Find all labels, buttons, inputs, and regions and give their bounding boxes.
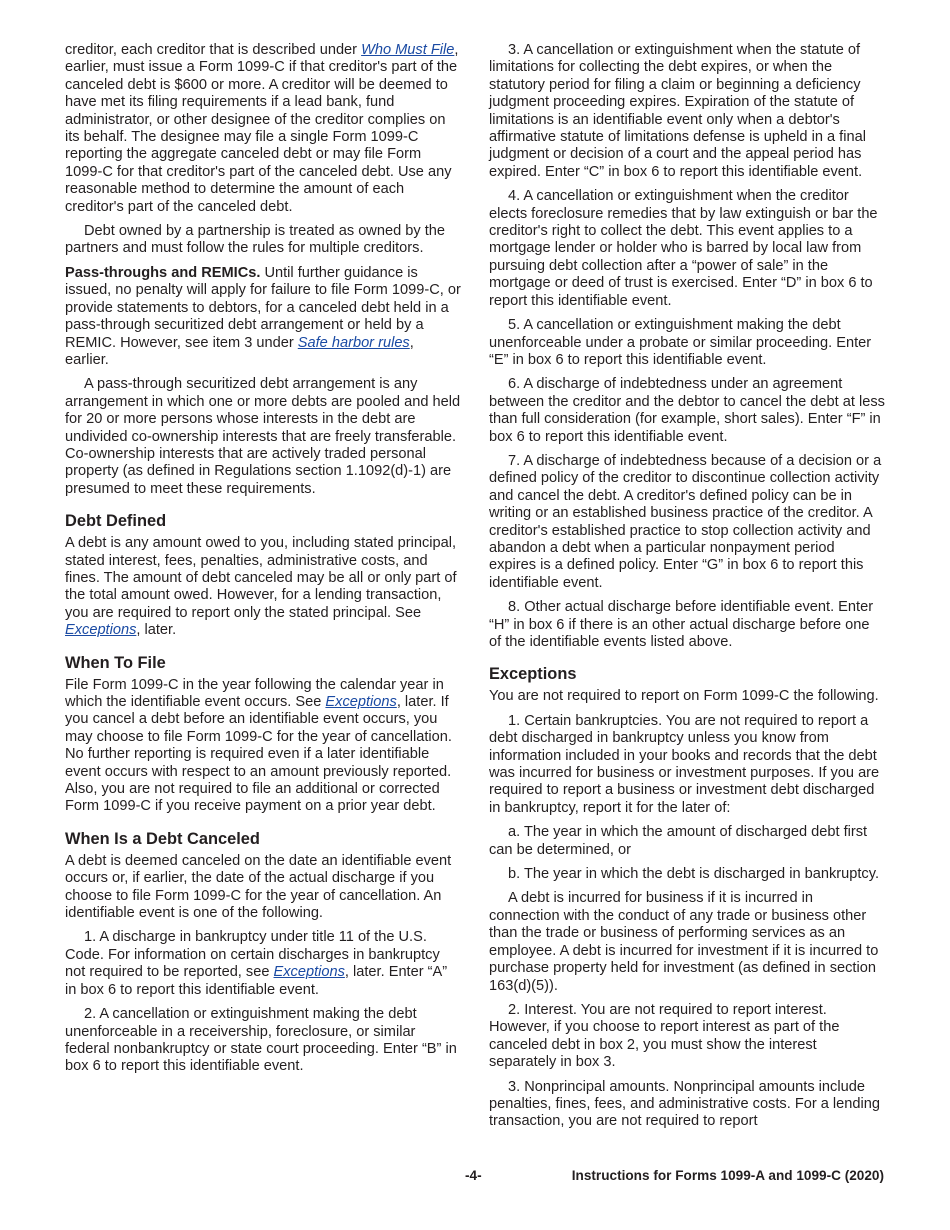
paragraph: A debt is any amount owed to you, including stated principal, stated interest, fees, penalties, administrative costs, and fines. The amount of debt canceled may be all or only part of the total amount owed. However, for a lending transaction, you are required to report only the stated principal. See Exceptions, later. xyxy=(65,535,457,639)
heading-when-is-debt-canceled: When Is a Debt Canceled xyxy=(65,829,260,848)
paragraph: Debt owned by a partnership is treated as owned by the partners and must follow the rules for multiple creditors. xyxy=(65,223,446,257)
list-item: 8. Other actual discharge before identifiable event. Enter “H” in box 6 if there is an other actual discharge before one of the identifiable events listed above. xyxy=(489,599,874,650)
footer-title: Instructions for Forms 1099-A and 1099-C (2020) xyxy=(571,1168,884,1183)
list-item: 2. Interest. You are not required to report interest. However, if you choose to report interest as part of the canceled debt in box 2, you must show the interest separately in box 3. xyxy=(489,1001,840,1071)
list-item: 1. Certain bankruptcies. You are not required to report a debt discharged in bankruptcy unless you know from information included in your books and records that the debt was incurred for business or investment purposes. If you are required to report a business or investment debt discharged in bankruptcy, report it for the later of: xyxy=(489,712,880,816)
link-exceptions[interactable]: Exceptions xyxy=(325,694,397,710)
paragraph: A debt is incurred for business if it is incurred in connection with the conduct of any trade or business other than the trade or business of performing services as an employee. A debt is incurred for investment if it is incurred to purchase property held for investment (as defined in section 163(d)(5)). xyxy=(489,890,879,994)
paragraph: A pass-through securitized debt arrangement is any arrangement in which one or more debts are pooled and held for 20 or more persons whose interests in the debt are undivided co-ownership interests that are freely transferable. Co-ownership interests that are actively traded personal property (as defined in Regulations section 1.1092(d)-1) are presumed to meet these requirements. xyxy=(65,376,461,497)
paragraph: Pass-throughs and REMICs. Until further guidance is issued, no penalty will apply for failure to file Form 1099-C, or provide statements to debtors, for a canceled debt held in a pass-through securitized debt arrangement or held by a REMIC. However, see item 3 under Safe harbor rules, earlier. xyxy=(65,264,461,368)
link-safe-harbor-rules[interactable]: Safe harbor rules xyxy=(297,334,410,351)
paragraph: A debt is deemed canceled on the date an identifiable event occurs or, if earlier, the date of the actual discharge if you choose to file Form 1099-C for the year of cancellation. An identifiable event is one of the following. xyxy=(65,852,452,922)
list-item: 4. A cancellation or extinguishment when the creditor elects foreclosure remedies that by law extinguish or bar the creditor's right to collect the debt. This event applies to a mortgage lender or holder who is barred by local law from pursuing debt collection after a “power of sale” in the mortgage or deed of trust is exercised. Enter “D” in box 6 to report this identifiable event. xyxy=(489,188,878,309)
list-item: 3. A cancellation or extinguishment when the statute of limitations for collecting the debt expires, or when the statutory period for filing a claim or beginning a deficiency judgment proceeding expires. Expiration of the statute of limitations is an identifiable event only when a debtor's affirmative statute of limitations defense is upheld in a final judgment or decision of a court and the appeal period has expired. Enter “C” in box 6 to report this identifiable event. xyxy=(489,42,866,180)
heading-when-to-file: When To File xyxy=(65,653,166,672)
heading-debt-defined: Debt Defined xyxy=(65,512,167,531)
list-item: 2. A cancellation or extinguishment making the debt unenforceable in a receivership, foreclosure, or similar federal nonbankruptcy or state court proceeding. Enter “B” in box 6 to report this identifiable event. xyxy=(65,1006,457,1075)
heading-exceptions: Exceptions xyxy=(489,665,577,684)
paragraph: creditor, each creditor that is described under Who Must File, earlier, must issue a Form 1099-C if that creditor's part of the canceled debt is $600 or more. A creditor will be deemed to have met its filing requirements if a lead bank, fund administrator, or other designee of the creditor complies on its behalf. The designee may file a single Form 1099-C reporting the aggregate canceled debt or may file Form 1099-C for that creditor's part of the canceled debt. Use any reasonable method to determine the amount of each creditor's part of the canceled debt. xyxy=(65,42,459,215)
link-exceptions[interactable]: Exceptions xyxy=(65,622,137,639)
run-in-heading: Pass-throughs and REMICs. xyxy=(65,264,261,281)
list-item: 1. A discharge in bankruptcy under title 11 of the U.S. Code. For information on certain discharges in bankruptcy not required to be reported, see Exceptions, later. Enter “A” in box 6 to report this identifiable event. xyxy=(65,929,448,998)
paragraph: File Form 1099-C in the year following the calendar year in which the identifiable event occurs. See Exceptions, later. If you cancel a debt before an identifiable event occurs, you may choose to file Form 1099-C for the year of cancellation. No further reporting is required even if a later identifiable event occurs with respect to an amount previously reported. Also, you are not required to file an additional or corrected Form 1099-C if you receive payment on a prior year debt. xyxy=(65,676,452,815)
left-column xyxy=(65,42,461,1083)
list-item: 3. Nonprincipal amounts. Nonprincipal amounts include penalties, fines, fees, and administrative costs. For a lending transaction, you are not required to report xyxy=(489,1078,880,1130)
list-item: a. The year in which the amount of discharged debt first can be determined, or xyxy=(489,824,868,858)
right-column xyxy=(489,42,885,1138)
link-exceptions[interactable]: Exceptions xyxy=(273,964,345,981)
link-who-must-file[interactable]: Who Must File xyxy=(361,42,455,58)
list-item: 6. A discharge of indebtedness under an agreement between the creditor and the debtor to cancel the debt at less than full consideration (for example, short sales). Enter “F” in box 6 to report this identifiable event. xyxy=(489,376,885,445)
list-item: 5. A cancellation or extinguishment making the debt unenforceable under a probate or similar proceeding. Enter “E” in box 6 to report this identifiable event. xyxy=(489,317,872,368)
paragraph: You are not required to report on Form 1099-C the following. xyxy=(489,688,879,705)
list-item: 7. A discharge of indebtedness because of a decision or a defined policy of the creditor to discontinue collection activity and cancel the debt. A creditor's defined policy can be in writing or an established business practice of the creditor. A creditor's established practice to stop collection activity and abandon a debt when a particular nonpayment period expires is a defined policy. Enter “G” in box 6 to report this identifiable event. xyxy=(489,452,882,591)
page-number: -4- xyxy=(465,1168,482,1183)
list-item: b. The year in which the debt is discharged in bankruptcy. xyxy=(508,866,879,883)
page-footer xyxy=(0,1168,950,1188)
